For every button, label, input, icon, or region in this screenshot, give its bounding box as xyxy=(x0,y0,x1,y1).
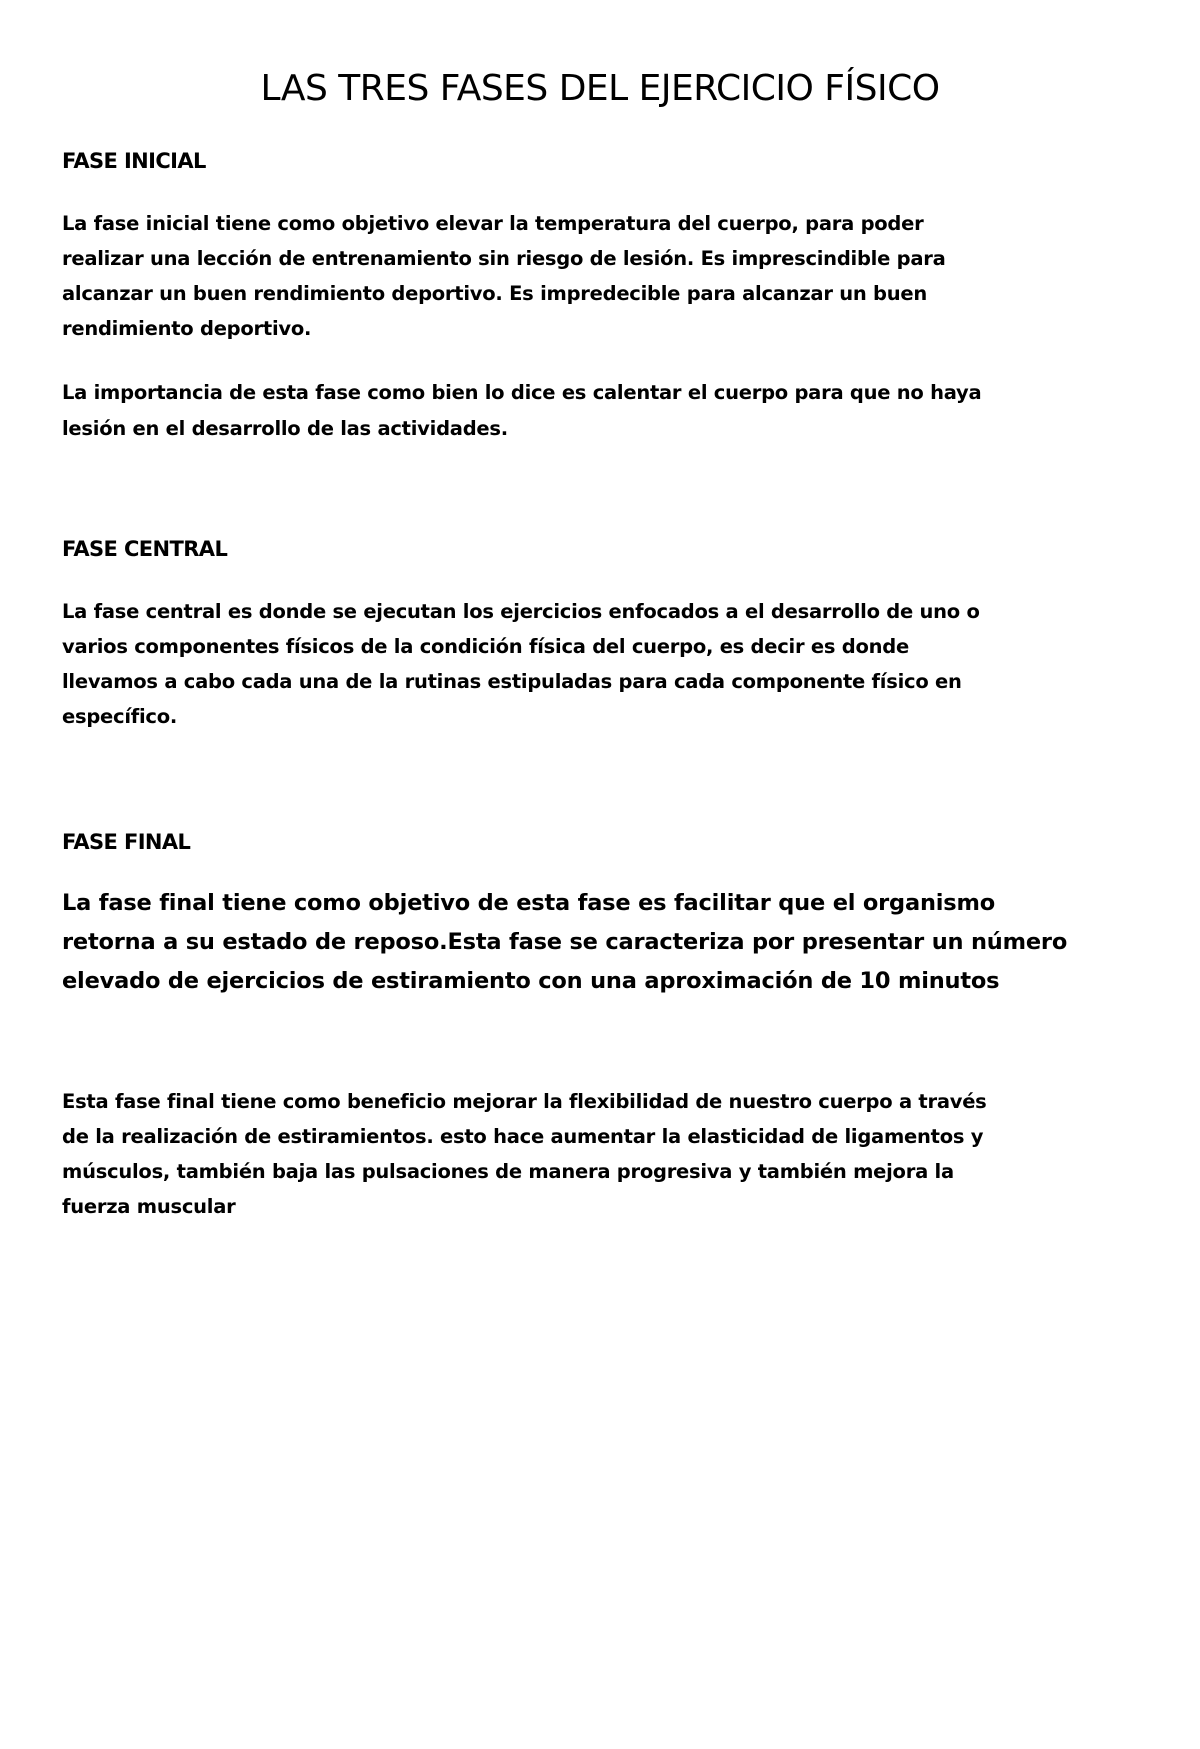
section-paragraph-fase-central-1: La fase central es donde se ejecutan los ejercicios enfocados a el desarrollo de uno o varios componentes físicos de la condición física del cuerpo, es decir es donde llevamos a cabo cada una de la rutinas estipuladas para cada componente físico en específico. xyxy=(62,600,980,728)
section-paragraph-fase-final-1: La fase final tiene como objetivo de esta fase es facilitar que el organismo retorna a su estado de reposo.Esta fase se caracteriza por presentar un número elevado de ejercicios de estiramiento con una aproximación de 10 minutos xyxy=(62,890,1068,994)
section-heading-fase-inicial: FASE INICIAL xyxy=(62,149,206,173)
section-paragraph-fase-inicial-1: La fase inicial tiene como objetivo elevar la temperatura del cuerpo, para poder realizar una lección de entrenamiento sin riesgo de lesión. Es imprescindible para alcanzar un buen rendimiento deportivo. Es impredecible para alcanzar un buen rendimiento deportivo. xyxy=(62,212,946,340)
section-heading-fase-central: FASE CENTRAL xyxy=(62,537,228,561)
section-paragraph-fase-final-2: Esta fase final tiene como beneficio mejorar la flexibilidad de nuestro cuerpo a través de la realización de estiramientos. esto hace aumentar la elasticidad de ligamentos y músculos, también baja las pulsaciones de manera progresiva y también mejora la fuerza muscular xyxy=(62,1090,987,1218)
document-title: LAS TRES FASES DEL EJERCICIO FÍSICO xyxy=(260,68,940,109)
section-paragraph-fase-inicial-2: La importancia de esta fase como bien lo dice es calentar el cuerpo para que no haya lesión en el desarrollo de las actividades. xyxy=(62,381,982,440)
section-heading-fase-final: FASE FINAL xyxy=(62,830,191,854)
